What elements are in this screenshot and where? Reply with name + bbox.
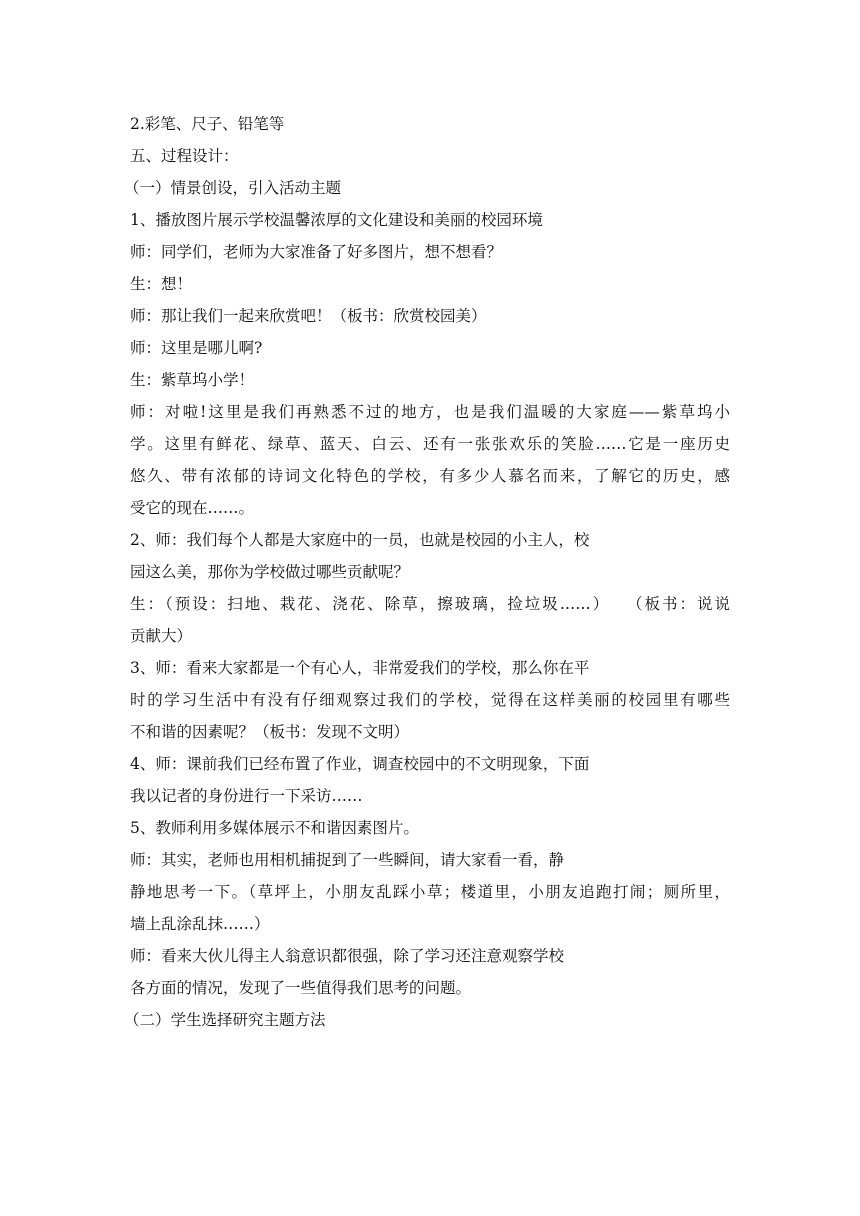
text-line: 师：其实，老师也用相机捕捉到了一些瞬间，请大家看一看，静 (130, 851, 565, 869)
text-line: 生：紫草坞小学！ (130, 371, 255, 389)
text-line: 1、播放图片展示学校温馨浓厚的文化建设和美丽的校园环境 (130, 211, 543, 229)
text-line: 5、教师利用多媒体展示不和谐因素图片。 (130, 819, 419, 837)
text-line: 师：这里是哪儿啊? (130, 339, 263, 357)
text-line: 静地思考一下。（草坪上，小朋友乱踩小草；楼道里，小朋友追跑打闹；厕所里， (130, 883, 730, 901)
text-line: 2.彩笔、尺子、铅笔等 (130, 115, 285, 133)
text-line: 生：（预设：扫地、栽花、浇花、除草，擦玻璃，捡垃圾……） （板书：说说 (130, 595, 730, 613)
text-line: 不和谐的因素呢？（板书：发现不文明） (130, 723, 410, 741)
text-line: 师：同学们，老师为大家准备了好多图片，想不想看？ (130, 243, 503, 261)
text-line: 3、师：看来大家都是一个有心人，非常爱我们的学校，那么你在平 (130, 659, 590, 677)
document-body (124, 108, 730, 1036)
text-line: 师：看来大伙儿得主人翁意识都很强，除了学习还注意观察学校 (130, 947, 565, 965)
text-line: 墙上乱涂乱抹……） (130, 915, 270, 933)
text-line: 时的学习生活中有没有仔细观察过我们的学校，觉得在这样美丽的校园里有哪些 (130, 691, 730, 709)
text-line: 园这么美，那你为学校做过哪些贡献呢？ (130, 563, 410, 581)
text-line: 我以记者的身份进行一下采访…… (130, 787, 363, 805)
text-line: 悠久、带有浓郁的诗词文化特色的学校，有多少人慕名而来，了解它的历史，感 (130, 467, 730, 485)
text-line: 4、师：课前我们已经布置了作业，调查校园中的不文明现象，下面 (130, 755, 590, 773)
text-line: 学。这里有鲜花、绿草、蓝天、白云、还有一张张欢乐的笑脸……它是一座历史 (130, 435, 730, 453)
text-line: 2、师：我们每个人都是大家庭中的一员，也就是校园的小主人，校 (130, 531, 590, 549)
text-line: 师：那让我们一起来欣赏吧！（板书：欣赏校园美） (130, 307, 487, 325)
text-line: 师：对啦!这里是我们再熟悉不过的地方，也是我们温暖的大家庭——紫草坞小 (130, 403, 730, 421)
text-line: 贡献大） (130, 627, 193, 645)
subsection-heading: （一）情景创设，引入活动主题 (124, 179, 342, 197)
subsection-heading: （二）学生选择研究主题方法 (124, 1011, 326, 1029)
section-heading: 五、过程设计： (130, 147, 239, 165)
text-line: 生：想！ (130, 275, 193, 293)
text-line: 受它的现在……。 (130, 499, 255, 517)
text-line: 各方面的情况，发现了一些值得我们思考的问题。 (130, 979, 472, 997)
